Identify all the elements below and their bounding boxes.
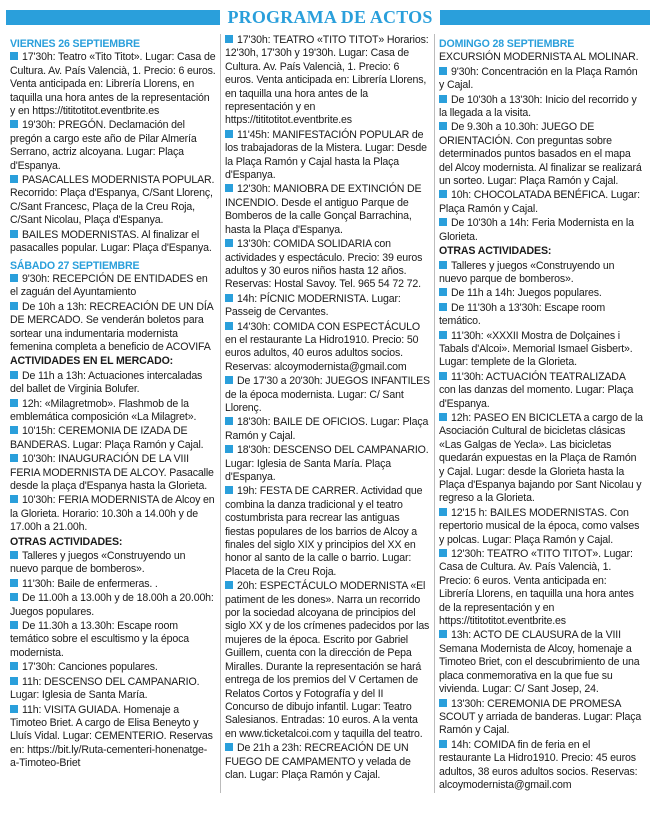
page-title: PROGRAMA DE ACTOS (227, 7, 433, 27)
bullet-square-icon (10, 274, 18, 282)
event-item (439, 217, 644, 244)
item-text: 10'30h: FERIA MODERNISTA de Alcoy en la Glorieta. Horario: 10.30h a 14.00h y de 17.00h a 21.00h. (10, 494, 215, 534)
bullet-square-icon (10, 705, 18, 713)
event-item (10, 550, 216, 577)
item-text: VIERNES 26 SEPTIEMBRE (10, 38, 140, 50)
bullet-square-icon (225, 486, 233, 494)
bullet-square-icon (225, 445, 233, 453)
item-text: 19'30h: PREGÓN. Declamación del pregón a cargo este año de Pilar Almería Serrano, actriz alcoyana. Lugar: Plaça d'Espanya. (10, 119, 197, 172)
header-bar-right (440, 10, 650, 25)
column-3 (434, 34, 648, 793)
item-text: 11'45h: MANIFESTACIÓN POPULAR de los trabajadoras de la Mistera. Lugar: Desde la Plaça Ramón y Cajal hasta la Plaça d'Espanya. (225, 128, 427, 182)
header-bar-left (6, 10, 220, 25)
event-item (439, 739, 644, 793)
item-text: 18'30h: BAILE DE OFICIOS. Lugar: Plaça Ramón y Cajal. (225, 416, 429, 442)
event-item (10, 370, 216, 397)
item-text: 12h: PASEO EN BICICLETA a cargo de la Asociación Cultural de bicicletas clásicas «Las Galgas de Yecla». Las bicicletas quedarán expuestas en la Plaça de Ramón y Cajal. Lugar: desde la Glorieta hasta la Plaça d'Espanya bajando por Sant Nicolau y regreso a la Glorieta. (439, 411, 643, 505)
item-text: 10h: CHOCOLATADA BENÉFICA. Lugar: Plaça Ramón y Cajal. (439, 189, 640, 215)
bullet-square-icon (10, 120, 18, 128)
event-item (225, 742, 430, 782)
item-text: 9'30h: Concentración en la Plaça Ramón y Cajal. (439, 65, 638, 92)
bullet-square-icon (225, 743, 233, 751)
bullet-square-icon (225, 581, 233, 589)
event-item (10, 301, 216, 355)
page-header (0, 0, 656, 34)
column-1 (6, 34, 220, 793)
event-item (10, 620, 216, 660)
bullet-square-icon (225, 184, 233, 192)
item-text: 14h: PÍCNIC MODERNISTA. Lugar: Passeig de Cervantes. (225, 292, 401, 319)
item-text: 12'30h: TEATRO «TITO TITOT». Lugar: Casa de Cultura. Av. País Valencià, 1. Precio: 6 euros. Venta anticipada en: Librería Llorens, en taquilla una hora antes de la representación y en https://tititotitot.eventbrite.es (439, 548, 634, 628)
bullet-square-icon (439, 413, 447, 421)
bullet-square-icon (225, 322, 233, 330)
item-text: De 10'30h a 14h: Feria Modernista en la Glorieta. (439, 217, 634, 243)
day-heading (10, 38, 216, 51)
event-item (225, 485, 430, 579)
bullet-square-icon (439, 549, 447, 557)
section-subheading (10, 536, 216, 549)
bullet-square-icon (225, 239, 233, 247)
item-text: ACTIVIDADES EN EL MERCADO: (10, 355, 174, 368)
bullet-square-icon (439, 218, 447, 226)
item-text: De 21h a 23h: RECREACIÓN DE UN FUEGO DE CAMPAMENTO y velada de clan. Lugar: Plaça Ramón y Cajal. (225, 742, 411, 781)
bullet-square-icon (10, 371, 18, 379)
item-text: De 11.00h a 13.00h y de 18.00h a 20.00h: Juegos populares. (10, 592, 214, 618)
event-item (225, 416, 430, 443)
event-item (10, 398, 216, 425)
item-text: 13h: ACTO DE CLAUSURA de la VIII Semana Modernista de Alcoy, homenaje a Timoteo Briet, con el descubrimiento de una placa conmemorativa en la que fue su vivienda. Lugar: C/ Sant Josep, 24. (439, 629, 640, 696)
item-text: 17'30h: Teatro «Tito Titot». Lugar: Casa de Cultura. Av. País Valencià, 1. Precio: 6 euros. Venta anticipada en: Librería Llorens, en taquilla una hora antes de la representación y en https://tititotitot.eventbrite.es (10, 51, 216, 118)
item-text: 14h: COMIDA fin de feria en el restaurante La Hidro1910. Precio: 45 euros adultos, 38 euros adultos socios. Reservas: alcoymodernista@gmail.com (439, 738, 638, 791)
item-text: 14'30h: COMIDA CON ESPECTÁCULO en el restaurante La Hidro1910. Precio: 50 euros adultos, 40 euros adultos socios. Reservas: alcoymodernista@gmail.com (225, 320, 420, 373)
day-heading (439, 38, 644, 51)
event-item (439, 371, 644, 411)
event-item (439, 330, 644, 370)
event-item (10, 704, 216, 771)
bullet-square-icon (439, 261, 447, 269)
item-text: 19h: FESTA DE CARRER. Actividad que combina la danza tradicional y el teatro costumbrista para recrear las antiguas fiestas populares de los barrios de Alcoy a finales del siglo XIX y principios del XX en honor al santo de la calle o barrio. Lugar: Placeta de la Creu Roja. (225, 485, 423, 578)
item-text: 17'30h: Canciones populares. (22, 661, 158, 674)
item-text: OTRAS ACTIVIDADES: (439, 245, 552, 258)
bullet-square-icon (439, 122, 447, 130)
event-item (10, 592, 216, 619)
event-item (439, 260, 644, 287)
program-columns (0, 34, 656, 793)
event-item (439, 121, 644, 188)
event-item (10, 51, 216, 118)
section-subheading (10, 355, 216, 368)
event-item (225, 129, 430, 183)
bullet-square-icon (439, 67, 447, 75)
bullet-square-icon (10, 230, 18, 238)
item-text: 11'30h: «XXXII Mostra de Dolçaines i Tabals d'Alcoi». Memorial Ismael Gisbert». Lugar: templete de la Glorieta. (439, 329, 633, 369)
item-text: De 11.30h a 13.30h: Escape room temático sobre el escultismo y la época modernista. (10, 620, 190, 659)
bullet-square-icon (10, 426, 18, 434)
event-item (10, 229, 216, 256)
event-item (10, 676, 216, 703)
bullet-square-icon (10, 302, 18, 310)
event-item (439, 698, 644, 738)
event-item (10, 425, 216, 452)
event-item (10, 174, 216, 228)
bullet-square-icon (10, 52, 18, 60)
bullet-square-icon (225, 376, 233, 384)
bullet-square-icon (439, 630, 447, 638)
item-text: 12h: «Milagretmob». Flashmob de la emblemática composición «La Milagret». (10, 397, 197, 423)
item-text: 18'30h: DESCENSO DEL CAMPANARIO. Lugar: Iglesia de Santa María. Plaça d'Espanya. (225, 444, 429, 483)
bullet-square-icon (10, 593, 18, 601)
bullet-square-icon (439, 288, 447, 296)
bullet-square-icon (439, 95, 447, 103)
event-item (439, 629, 644, 696)
item-text: EXCURSIÓN MODERNISTA AL MOLINAR. (439, 51, 639, 64)
item-text: De 11h a 13h: Actuaciones intercaladas del ballet de Virginia Bolufer. (10, 369, 203, 396)
item-text: 11'30h: ACTUACIÓN TEATRALIZADA con las danzas del momento. Lugar: Plaça d'Espanya. (439, 370, 634, 410)
bullet-square-icon (439, 372, 447, 380)
event-item (10, 578, 216, 591)
item-text: De 10'30h a 13'30h: Inicio del recorrido y la llegada a la visita. (439, 93, 637, 120)
item-text: De 11'30h a 13'30h: Escape room temático. (439, 301, 606, 328)
bullet-square-icon (10, 579, 18, 587)
event-item (439, 287, 644, 300)
bullet-square-icon (439, 190, 447, 198)
event-item (225, 238, 430, 292)
item-text: DOMINGO 28 SEPTIEMBRE (439, 38, 575, 50)
event-item (225, 444, 430, 484)
item-text: 10'15h: CEREMONIA DE IZADA DE BANDERAS. Lugar: Plaça Ramón y Cajal. (10, 425, 204, 451)
plain-line (439, 51, 644, 64)
bullet-square-icon (439, 303, 447, 311)
bullet-square-icon (10, 399, 18, 407)
event-item (10, 494, 216, 534)
day-heading (10, 260, 216, 273)
event-item (225, 321, 430, 375)
event-item (10, 661, 216, 674)
bullet-square-icon (10, 662, 18, 670)
event-item (225, 183, 430, 237)
item-text: PASACALLES MODERNISTA POPULAR. Recorrido: Plaça d'Espanya, C/Sant Llorenç, C/Sant Francesc, Plaça de la Creu Roja, C/Sant Nicolau, Plaça d'Espanya. (10, 174, 215, 227)
bullet-square-icon (225, 417, 233, 425)
item-text: BAILES MODERNISTAS. Al finalizar el pasacalles popular. Lugar: Plaça d'Espanya. (10, 228, 212, 255)
bullet-square-icon (439, 740, 447, 748)
event-item (225, 293, 430, 320)
bullet-square-icon (225, 130, 233, 138)
event-item (10, 453, 216, 493)
event-item (439, 507, 644, 547)
section-subheading (439, 245, 644, 258)
bullet-square-icon (10, 551, 18, 559)
item-text: 11h: DESCENSO DEL CAMPANARIO. Lugar: Iglesia de Santa María. (10, 675, 200, 702)
item-text: De 17'30 a 20'30h: JUEGOS INFANTILES de la época modernista. Lugar: C/ Sant Llorenç. (225, 375, 430, 414)
item-text: 9'30h: RECEPCIÓN DE ENTIDADES en el zaguán del Ayuntamiento (10, 272, 208, 299)
item-text: SÁBADO 27 SEPTIEMBRE (10, 259, 140, 272)
item-text: 20h: ESPECTÁCULO MODERNISTA «El patiment de les dones». Narra un recorrido por la sociedad alcoyana de principios del siglo XX y de los crímenes padecidos por las mujeres de la época. Escrito por Gabriel Guillem, cuenta con la dirección de Pepa Miralles. Durante la representación se hará entrega de los premios del V Certamen de Relatos Cortos y Fotografía y del II Concurso de dibujo infantil. Lugar: Teatro Salesianos. Entradas: 10 euros. A la venta en www.ticketalcoi.com y taquilla del teatro. (225, 580, 430, 740)
bullet-square-icon (225, 294, 233, 302)
item-text: De 9.30h a 10.30h: JUEGO DE ORIENTACIÓN. Con preguntas sobre determinados puntos basados en el mapa del Alcoy modernista. Al finalizar se realizará un sorteo. Lugar: Plaça Ramón y Cajal. (439, 121, 642, 188)
item-text: 17'30h: TEATRO «TITO TITOT» Horarios: 12'30h, 17'30h y 19'30h. Lugar: Casa de Cultura. Av. País Valencià, 1. Precio: 6 euros. Venta anticipada en: Librería Llorens, en taquilla una hora antes de la representación y en https://tititotitot.eventbrite.es (225, 34, 429, 127)
bullet-square-icon (10, 454, 18, 462)
event-item (439, 94, 644, 121)
event-item (225, 580, 430, 741)
bullet-square-icon (225, 35, 233, 43)
bullet-square-icon (10, 175, 18, 183)
bullet-square-icon (439, 508, 447, 516)
bullet-square-icon (10, 677, 18, 685)
item-text: OTRAS ACTIVIDADES: (10, 535, 123, 548)
column-2 (220, 34, 434, 793)
event-item (439, 189, 644, 216)
event-item (439, 302, 644, 329)
item-text: 12'30h: MANIOBRA DE EXTINCIÓN DE INCENDIO. Desde el antiguo Parque de Bomberos de la calle Gonçal Barrachina, hasta la Plaça d'Espanya. (225, 183, 422, 236)
item-text: 10'30h: INAUGURACIÓN DE LA VIII FERIA MODERNISTA DE ALCOY. Pasacalle desde la plaça d'Espanya hasta la Glorieta. (10, 453, 214, 492)
event-item (225, 34, 430, 128)
bullet-square-icon (10, 495, 18, 503)
event-item (10, 119, 216, 173)
item-text: 13'30h: COMIDA SOLIDARIA con actividades y espectáculo. Precio: 39 euros adultos y 30 euros niños hasta 12 años. Reservas: Hostal Savoy. Tel. 965 54 72 72. (225, 238, 423, 291)
item-text: 12'15 h: BAILES MODERNISTAS. Con repertorio musical de la época, como valses y polcas. Lugar: Plaça Ramón y Cajal. (439, 506, 640, 546)
event-item (439, 412, 644, 506)
event-item (439, 548, 644, 628)
item-text: De 10h a 13h: RECREACIÓN DE UN DÍA DE MERCADO. Se venderán boletos para sortear una indumentaria modernista femenina completa a beneficio de ACOVIFA (10, 300, 213, 353)
event-item (225, 375, 430, 415)
event-item (10, 273, 216, 300)
bullet-square-icon (439, 331, 447, 339)
bullet-square-icon (439, 699, 447, 707)
item-text: 13'30h: CEREMONIA DE PROMESA SCOUT y arriada de banderas. Lugar: Plaça Ramón y Cajal. (439, 697, 642, 737)
item-text: 11h: VISITA GUIADA. Homenaje a Timoteo Briet. A cargo de Elisa Beneyto y Lluís Vidal. Lugar: CEMENTERIO. Reservas en: https://bit.ly/Ruta-cementeri-honenatge-a-Timoteo-Briet (10, 703, 213, 770)
item-text: Talleres y juegos «Construyendo un nuevo parque de bomberos». (439, 259, 615, 285)
bullet-square-icon (10, 621, 18, 629)
item-text: De 11h a 14h: Juegos populares. (451, 287, 602, 300)
item-text: 11'30h: Baile de enfermeras. . (22, 577, 158, 590)
item-text: Talleres y juegos «Construyendo un nuevo parque de bomberos». (10, 550, 186, 576)
event-item (439, 66, 644, 93)
